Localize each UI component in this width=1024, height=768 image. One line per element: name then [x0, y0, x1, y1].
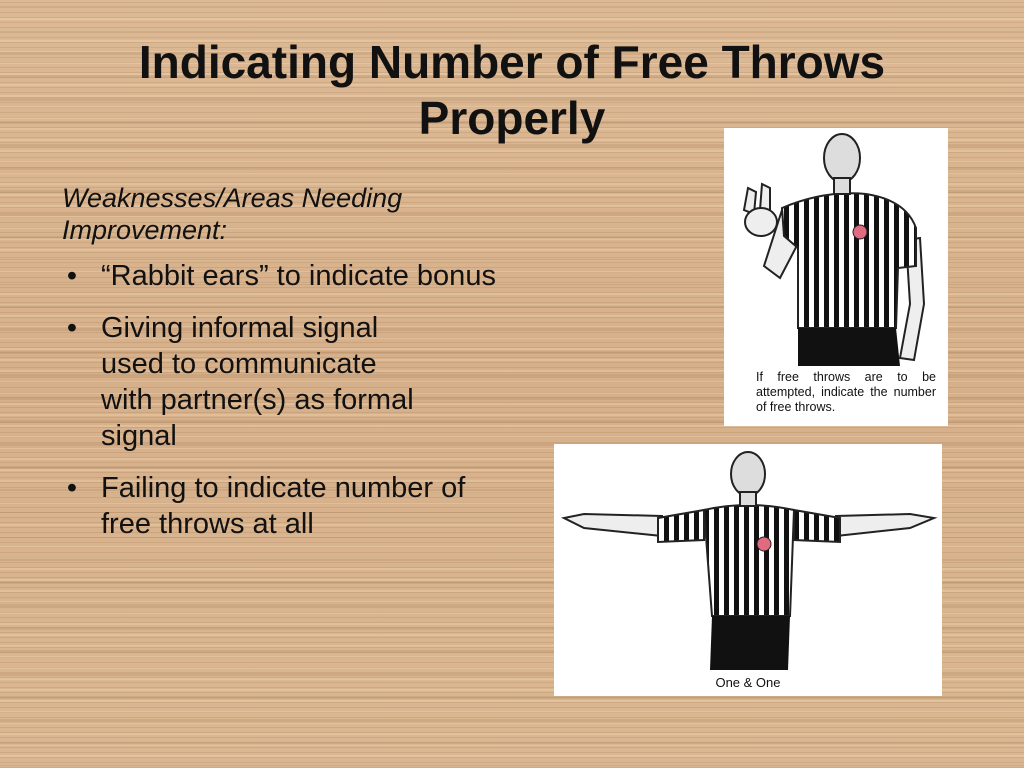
- list-item: [62, 258, 512, 294]
- bullet-text: Giving informal signal used to communicate with partner(s) as formal signal: [101, 312, 414, 452]
- slide-title: Indicating Number of Free Throws Properly: [138, 36, 886, 144]
- image-caption: If free throws are to be attempted, indicate the number of free throws.: [756, 370, 936, 414]
- bullet-icon: •: [66, 312, 78, 344]
- subheading: Weaknesses/Areas Needing Improvement:: [62, 183, 403, 245]
- image-caption: One & One: [715, 675, 781, 690]
- bullet-icon: •: [66, 260, 78, 292]
- list-item: [62, 470, 512, 542]
- referee-two-fingers-image: [724, 128, 948, 426]
- referee-arms-extended-image: [554, 444, 942, 696]
- bullet-text: Failing to indicate number of free throws at all: [101, 472, 466, 540]
- bullet-text: “Rabbit ears” to indicate bonus: [101, 260, 496, 292]
- list-item: [62, 310, 512, 454]
- bullet-list: [62, 258, 512, 558]
- bullet-icon: •: [66, 472, 78, 504]
- referee-arms-extended-icon: [554, 444, 942, 696]
